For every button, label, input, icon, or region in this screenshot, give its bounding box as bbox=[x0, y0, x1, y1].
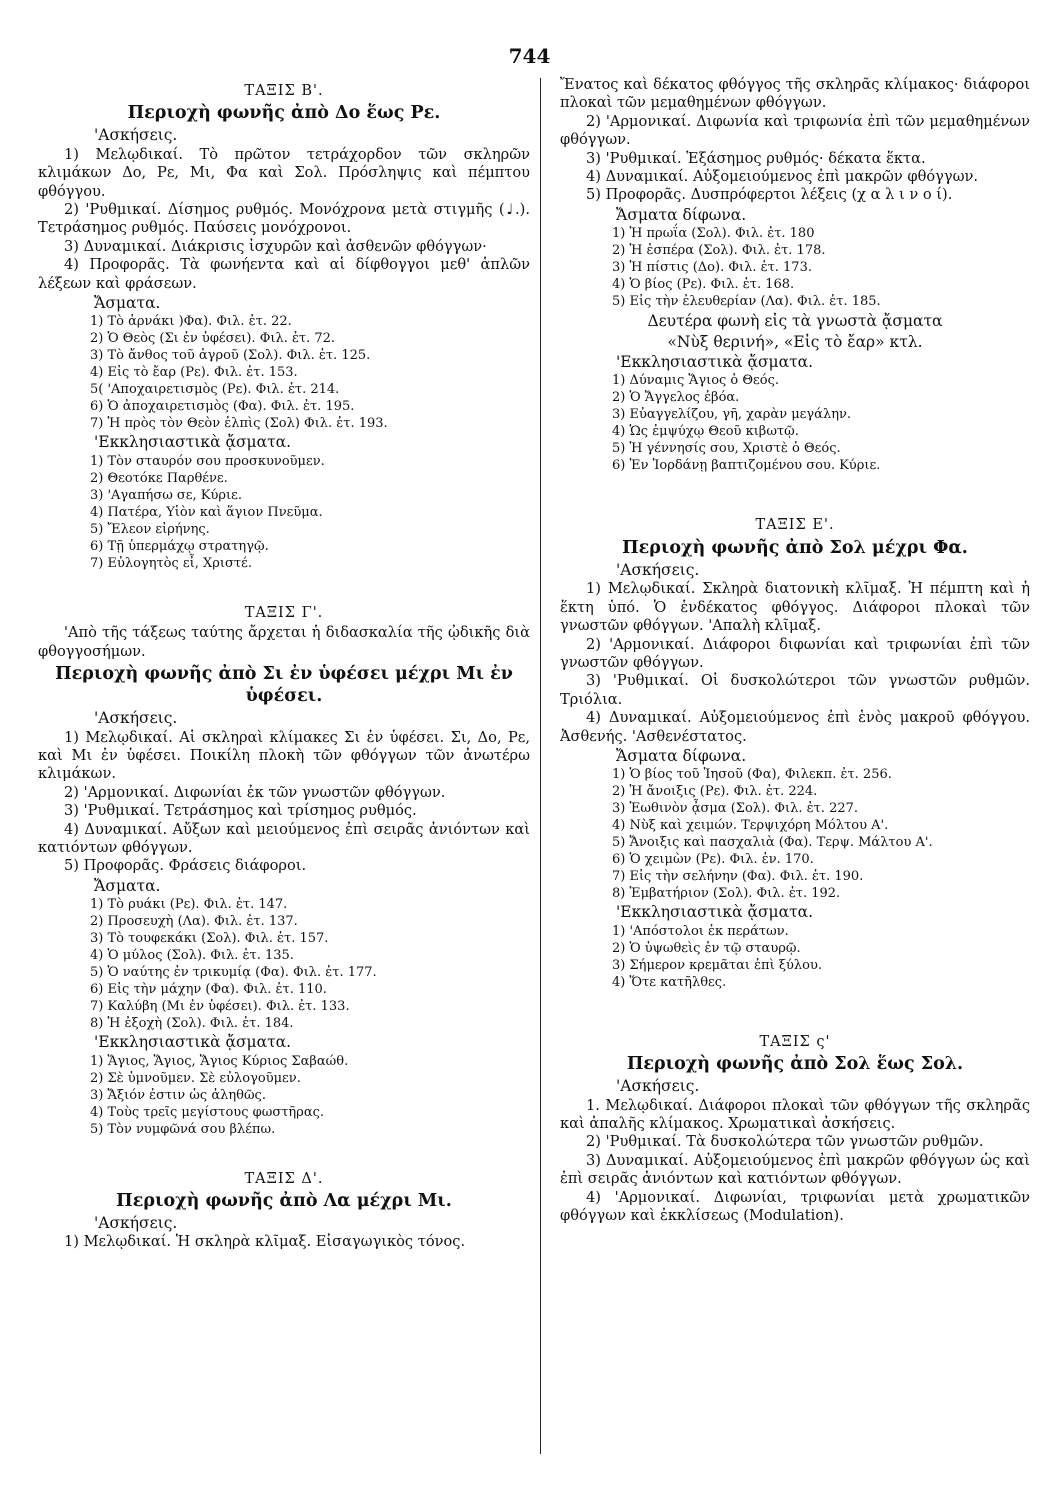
class-e-exercises-heading: 'Ασκήσεις. bbox=[616, 560, 700, 579]
class-st-region: Περιοχὴ φωνῆς ἀπὸ Σολ ἕως Σολ. bbox=[626, 1054, 964, 1075]
class-st-title: ΤΑΞΙΣ ς' bbox=[759, 1033, 831, 1050]
church-song-item: 3) Σήμερον κρεμᾶται ἐπὶ ξύλου. bbox=[612, 957, 822, 973]
song-item: 4) Εἰς τὸ ἔαρ (Ρε). Φιλ. ἐτ. 153. bbox=[90, 365, 298, 381]
exercise-item: 3) 'Ρυθμικαί. Ἑξάσημος ρυθμός· δέκατα ἕκτα. bbox=[586, 149, 926, 167]
song-item: 4) Νὺξ καὶ χειμών. Τερψιχόρη Μόλτου Α'. bbox=[612, 818, 889, 834]
exercise-item: 3) Δυναμικαί. Διάκρισις ἰσχυρῶν καὶ ἀσθενῶν φθόγγων· bbox=[64, 237, 487, 255]
songs-heading: Ἄσματα δίφωνα. bbox=[616, 746, 747, 765]
song-item: 5) Εἰς τὴν ἐλευθερίαν (Λα). Φιλ. ἐτ. 185. bbox=[612, 294, 881, 310]
church-song-item: 5) Ἔλεον εἰρήνης. bbox=[90, 521, 210, 537]
exercise-item: 4) Δυναμικαί. Αὐξομειούμενος ἐπὶ ἑνὸς μακροῦ φθόγγου. Ἀσθενής. 'Ασθενέστατος. bbox=[560, 709, 1030, 745]
church-song-item: 4) Ὅτε κατῆλθες. bbox=[612, 974, 727, 990]
song-item: 8) Ἡ ἐξοχὴ (Σολ). Φιλ. ἐτ. 184. bbox=[90, 1016, 294, 1032]
church-song-item: 4) Τοὺς τρεῖς μεγίστους φωστῆρας. bbox=[90, 1104, 325, 1120]
exercise-item: 2) 'Ρυθμικαί. Δίσημος ρυθμός. Μονόχρονα μετὰ στιγμῆς (♩.). Τετράσημος ρυθμός. Παύσεις μονόχρονοι. bbox=[38, 201, 530, 237]
exercise-item: 4) Προφορᾶς. Τὰ φωνήεντα καὶ αἱ δίφθογγοι μεθ' ἁπλῶν λέξεων καὶ φράσεων. bbox=[38, 256, 530, 292]
church-song-item: 6) Ἐν Ἰορδάνῃ βαπτιζομένου σου. Κύριε. bbox=[612, 458, 881, 474]
exercise-item: 1) Μελῳδικαί. Ἡ σκληρὰ κλῖμαξ. Εἰσαγωγικὸς τόνος. bbox=[64, 1233, 466, 1251]
class-st-exercises-heading: 'Ασκήσεις. bbox=[616, 1077, 700, 1096]
class-g-intro: 'Απὸ τῆς τάξεως ταύτης ἄρχεται ἡ διδασκαλία τῆς ᾠδικῆς διὰ φθογγοσήμων. bbox=[38, 624, 530, 660]
left-column bbox=[38, 76, 530, 1252]
right-column bbox=[560, 76, 1030, 1225]
song-item: 1) Τὸ ρυάκι (Ρε). Φιλ. ἐτ. 147. bbox=[90, 897, 288, 913]
song-item: 6) Ὁ ἀποχαιρετισμὸς (Φα). Φιλ. ἐτ. 195. bbox=[90, 399, 355, 415]
song-item: 2) Ὁ Θεὸς (Σι ἐν ὑφέσει). Φιλ. ἐτ. 72. bbox=[90, 331, 336, 347]
song-item: 4) Ὁ μύλος (Σολ). Φιλ. ἐτ. 135. bbox=[90, 948, 294, 964]
song-item: 3) Τὸ τουφεκάκι (Σολ). Φιλ. ἐτ. 157. bbox=[90, 931, 329, 947]
church-song-item: 2) Ὁ ὑψωθεὶς ἐν τῷ σταυρῷ. bbox=[612, 940, 801, 956]
song-item: 6) Εἰς τὴν μάχην (Φα). Φιλ. ἐτ. 110. bbox=[90, 982, 327, 998]
class-d-title: ΤΑΞΙΣ Δ'. bbox=[244, 1170, 324, 1187]
church-song-item: 3) Ἄξιόν ἐστιν ὡς ἀληθῶς. bbox=[90, 1087, 266, 1103]
songs-heading: Ἄσματα δίφωνα. bbox=[616, 205, 747, 224]
column-divider bbox=[540, 78, 541, 1454]
church-songs-heading: 'Εκκλησιαστικὰ ᾄσματα. bbox=[94, 1033, 292, 1052]
songs-heading: Ἄσματα. bbox=[94, 876, 161, 895]
song-item: 3) Ἡ πίστις (Δο). Φιλ. ἐτ. 173. bbox=[612, 260, 812, 276]
exercise-item: 2) 'Ρυθμικαί. Τὰ δυσκολώτερα τῶν γνωστῶν ρυθμῶν. bbox=[586, 1133, 984, 1151]
church-song-item: 5) Τὸν νυμφῶνά σου βλέπω. bbox=[90, 1121, 276, 1137]
exercise-continuation: Ἔνατος καὶ δέκατος φθόγγος τῆς σκληρᾶς κλίμακος· διάφοροι πλοκαὶ τῶν μεμαθημένων φθόγγων. bbox=[560, 76, 1030, 112]
second-voice-songs: «Νὺξ θερινή», «Εἰς τὸ ἔαρ» κτλ. bbox=[667, 332, 923, 351]
class-e-region: Περιοχὴ φωνῆς ἀπὸ Σολ μέχρι Φα. bbox=[622, 537, 968, 558]
exercise-item: 2) 'Αρμονικαί. Διφωνία καὶ τριφωνία ἐπὶ τῶν μεμαθημένων φθόγγων. bbox=[560, 112, 1030, 149]
exercise-item: 5) Προφορᾶς. Δυσπρόφερτοι λέξεις (χ α λ ι ν ο ί). bbox=[586, 186, 953, 204]
church-song-item: 1) Τὸν σταυρόν σου προσκυνοῦμεν. bbox=[90, 453, 325, 469]
church-songs-heading: 'Εκκλησιαστικὰ ᾄσματα. bbox=[616, 903, 814, 922]
class-b-title: ΤΑΞΙΣ Β'. bbox=[244, 83, 324, 99]
class-d-exercises-heading: 'Ασκήσεις. bbox=[94, 1213, 178, 1232]
church-songs-list bbox=[90, 453, 530, 572]
exercise-item: 2) 'Αρμονικαί. Διφωνίαι ἐκ τῶν γνωστῶν φθόγγων. bbox=[64, 783, 446, 801]
church-song-item: 6) Τῇ ὑπερμάχῳ στρατηγῷ. bbox=[90, 538, 269, 554]
song-item: 6) Ὁ χειμὼν (Ρε). Φιλ. ἐν. 170. bbox=[612, 852, 814, 868]
church-songs-list bbox=[90, 1053, 530, 1138]
song-item: 5( 'Αποχαιρετισμὸς (Ρε). Φιλ. ἐτ. 214. bbox=[90, 382, 340, 398]
song-item: 7) Εἰς τὴν σελήνην (Φα). Φιλ. ἐτ. 190. bbox=[612, 869, 864, 885]
church-song-item: 1) 'Απόστολοι ἐκ περάτων. bbox=[612, 923, 789, 939]
church-song-item: 1) Δύναμις Ἅγιος ὁ Θεός. bbox=[612, 373, 780, 389]
songs-heading: Ἄσματα. bbox=[94, 294, 161, 313]
song-item: 3) Τὸ ἄνθος τοῦ ἀγροῦ (Σολ). Φιλ. ἐτ. 125. bbox=[90, 348, 371, 364]
church-songs-heading: 'Εκκλησιαστικὰ ᾄσματα. bbox=[616, 353, 814, 372]
second-voice-note: Δευτέρα φωνὴ εἰς τὰ γνωστὰ ᾄσματα bbox=[647, 312, 943, 331]
church-song-item: 7) Εὐλογητὸς εἶ, Χριστέ. bbox=[90, 555, 252, 571]
church-songs-list bbox=[612, 372, 1030, 474]
church-song-item: 2) Σὲ ὑμνοῦμεν. Σὲ εὐλογοῦμεν. bbox=[90, 1070, 301, 1086]
exercise-item: 5) Προφορᾶς. Φράσεις διάφοροι. bbox=[64, 857, 307, 875]
song-item: 7) Ἡ πρὸς τὸν Θεὸν ἐλπὶς (Σολ) Φιλ. ἐτ. 193. bbox=[90, 416, 388, 432]
song-item: 5) Ὁ ναύτης ἐν τρικυμίᾳ (Φα). Φιλ. ἐτ. 177. bbox=[90, 965, 377, 981]
song-item: 7) Καλύβη (Μι ἐν ὑφέσει). Φιλ. ἐτ. 133. bbox=[90, 999, 350, 1015]
song-item: 1) Ὁ βίος τοῦ Ἰησοῦ (Φα), Φιλεκπ. ἐτ. 256. bbox=[612, 767, 892, 783]
song-item: 5) Ἄνοιξις καὶ πασχαλιὰ (Φα). Τερψ. Μάλτου Α'. bbox=[612, 835, 933, 851]
song-item: 3) Ἑωθινὸν ᾆσμα (Σολ). Φιλ. ἐτ. 227. bbox=[612, 801, 859, 817]
class-d-region: Περιοχὴ φωνῆς ἀπὸ Λα μέχρι Μι. bbox=[116, 1190, 452, 1211]
song-item: 2) Ἡ ἄνοιξις (Ρε). Φιλ. ἐτ. 224. bbox=[612, 784, 818, 800]
church-song-item: 2) Ὁ Ἄγγελος ἐβόα. bbox=[612, 390, 740, 406]
page-number: 744 bbox=[508, 44, 551, 68]
class-g-exercises-heading: 'Ασκήσεις. bbox=[94, 709, 178, 728]
exercise-item: 3) Δυναμικαί. Αὐξομειούμενος ἐπὶ μακρῶν φθόγγων ὡς καὶ ἐπὶ σειρᾶς ἀνιόντων καὶ κατιόντων φθόγγων. bbox=[560, 1151, 1030, 1188]
song-item: 8) Ἐμβατήριον (Σολ). Φιλ. ἐτ. 192. bbox=[612, 886, 841, 902]
song-item: 1) Τὸ ἀρνάκι )Φα). Φιλ. ἐτ. 22. bbox=[90, 314, 292, 330]
church-song-item: 4) Πατέρα, Υἱὸν καὶ ἅγιον Πνεῦμα. bbox=[90, 504, 323, 520]
exercise-item: 1) Μελῳδικαί. Τὸ πρῶτον τετράχορδον τῶν σκληρῶν κλιμάκων Δο, Ρε, Μι, Φα καὶ Σολ. Πρόσληψις καὶ πέμπτου φθόγγου. bbox=[38, 145, 530, 200]
exercise-item: 4) 'Αρμονικαί. Διφωνίαι, τριφωνίαι μετὰ χρωματικῶν φθόγγων καὶ ἐκκλίσεως (Modulation). bbox=[560, 1188, 1030, 1224]
church-songs-heading: 'Εκκλησιαστικὰ ᾄσματα. bbox=[94, 433, 292, 452]
songs-list bbox=[90, 313, 530, 432]
class-g-region: Περιοχὴ φωνῆς ἀπὸ Σι ἐν ὑφέσει μέχρι Μι ἐν ὑφέσει. bbox=[55, 664, 513, 707]
exercise-item: 1) Μελῳδικαί. Αἱ σκληραὶ κλίμακες Σι ἐν ὑφέσει. Σι, Δο, Ρε, καὶ Μι ἐν ὑφέσει. Ποικίλη πλοκὴ τῶν φθόγγων τῶν ἀνωτέρω κλιμάκων. bbox=[38, 728, 530, 783]
church-song-item: 2) Θεοτόκε Παρθένε. bbox=[90, 470, 228, 486]
songs-list bbox=[612, 766, 1030, 902]
church-song-item: 3) 'Αγαπήσω σε, Κύριε. bbox=[90, 487, 243, 503]
church-song-item: 4) Ὡς ἐμψύχῳ Θεοῦ κιβωτῷ. bbox=[612, 424, 799, 440]
church-song-item: 3) Εὐαγγελίζου, γῆ, χαρὰν μεγάλην. bbox=[612, 407, 852, 423]
class-g-title: ΤΑΞΙΣ Γ'. bbox=[244, 604, 324, 621]
exercise-item: 4) Δυναμικαί. Αὔξων καὶ μειούμενος ἐπὶ σειρᾶς ἀνιόντων καὶ κατιόντων φθόγγων. bbox=[38, 820, 530, 856]
church-song-item: 1) Ἅγιος, Ἅγιος, Ἅγιος Κύριος Σαβαώθ. bbox=[90, 1053, 349, 1069]
exercise-item: 3) 'Ρυθμικαί. Οἱ δυσκολώτεροι τῶν γνωστῶν ρυθμῶν. Τριόλια. bbox=[560, 672, 1030, 708]
song-item: 2) Ἡ ἑσπέρα (Σολ). Φιλ. ἐτ. 178. bbox=[612, 243, 826, 259]
class-b-exercises-heading: 'Ασκήσεις. bbox=[94, 126, 178, 145]
church-songs-list bbox=[612, 923, 1030, 991]
exercise-item: 1. Μελῳδικαί. Διάφοροι πλοκαὶ τῶν φθόγγων τῆς σκληρᾶς καὶ ἀπαλῆς κλίμακος. Χρωματικαὶ ἀσκήσεις. bbox=[560, 1096, 1030, 1132]
class-b-region: Περιοχὴ φωνῆς ἀπὸ Δο ἕως Ρε. bbox=[127, 103, 441, 124]
song-item: 4) Ὁ βίος (Ρε). Φιλ. ἐτ. 168. bbox=[612, 277, 795, 293]
church-song-item: 5) Ἡ γέννησίς σου, Χριστὲ ὁ Θεός. bbox=[612, 441, 841, 457]
songs-list bbox=[612, 225, 1030, 310]
exercise-item: 3) 'Ρυθμικαί. Τετράσημος καὶ τρίσημος ρυθμός. bbox=[64, 802, 417, 820]
song-item: 1) Ἡ πρωΐα (Σολ). Φιλ. ἐτ. 180 bbox=[612, 226, 815, 242]
class-e-title: ΤΑΞΙΣ Ε'. bbox=[755, 517, 835, 534]
exercise-item: 1) Μελῳδικαί. Σκληρὰ διατονικὴ κλῖμαξ. Ἡ πέμπτη καὶ ἡ ἕκτη ὑπό. Ὁ ἑνδέκατος φθόγγος. Διάφοροι πλοκαὶ τῶν γνωστῶν φθόγγων. 'Απαλὴ κλῖμαξ. bbox=[560, 580, 1030, 635]
songs-list bbox=[90, 896, 530, 1032]
exercise-item: 4) Δυναμικαί. Αὐξομειούμενος ἐπὶ μακρῶν φθόγγων. bbox=[586, 168, 978, 186]
exercise-item: 2) 'Αρμονικαί. Διάφοροι διφωνίαι καὶ τριφωνίαι ἐπὶ τῶν γνωστῶν φθόγγων. bbox=[560, 635, 1030, 671]
song-item: 2) Προσευχὴ (Λα). Φιλ. ἐτ. 137. bbox=[90, 914, 298, 930]
